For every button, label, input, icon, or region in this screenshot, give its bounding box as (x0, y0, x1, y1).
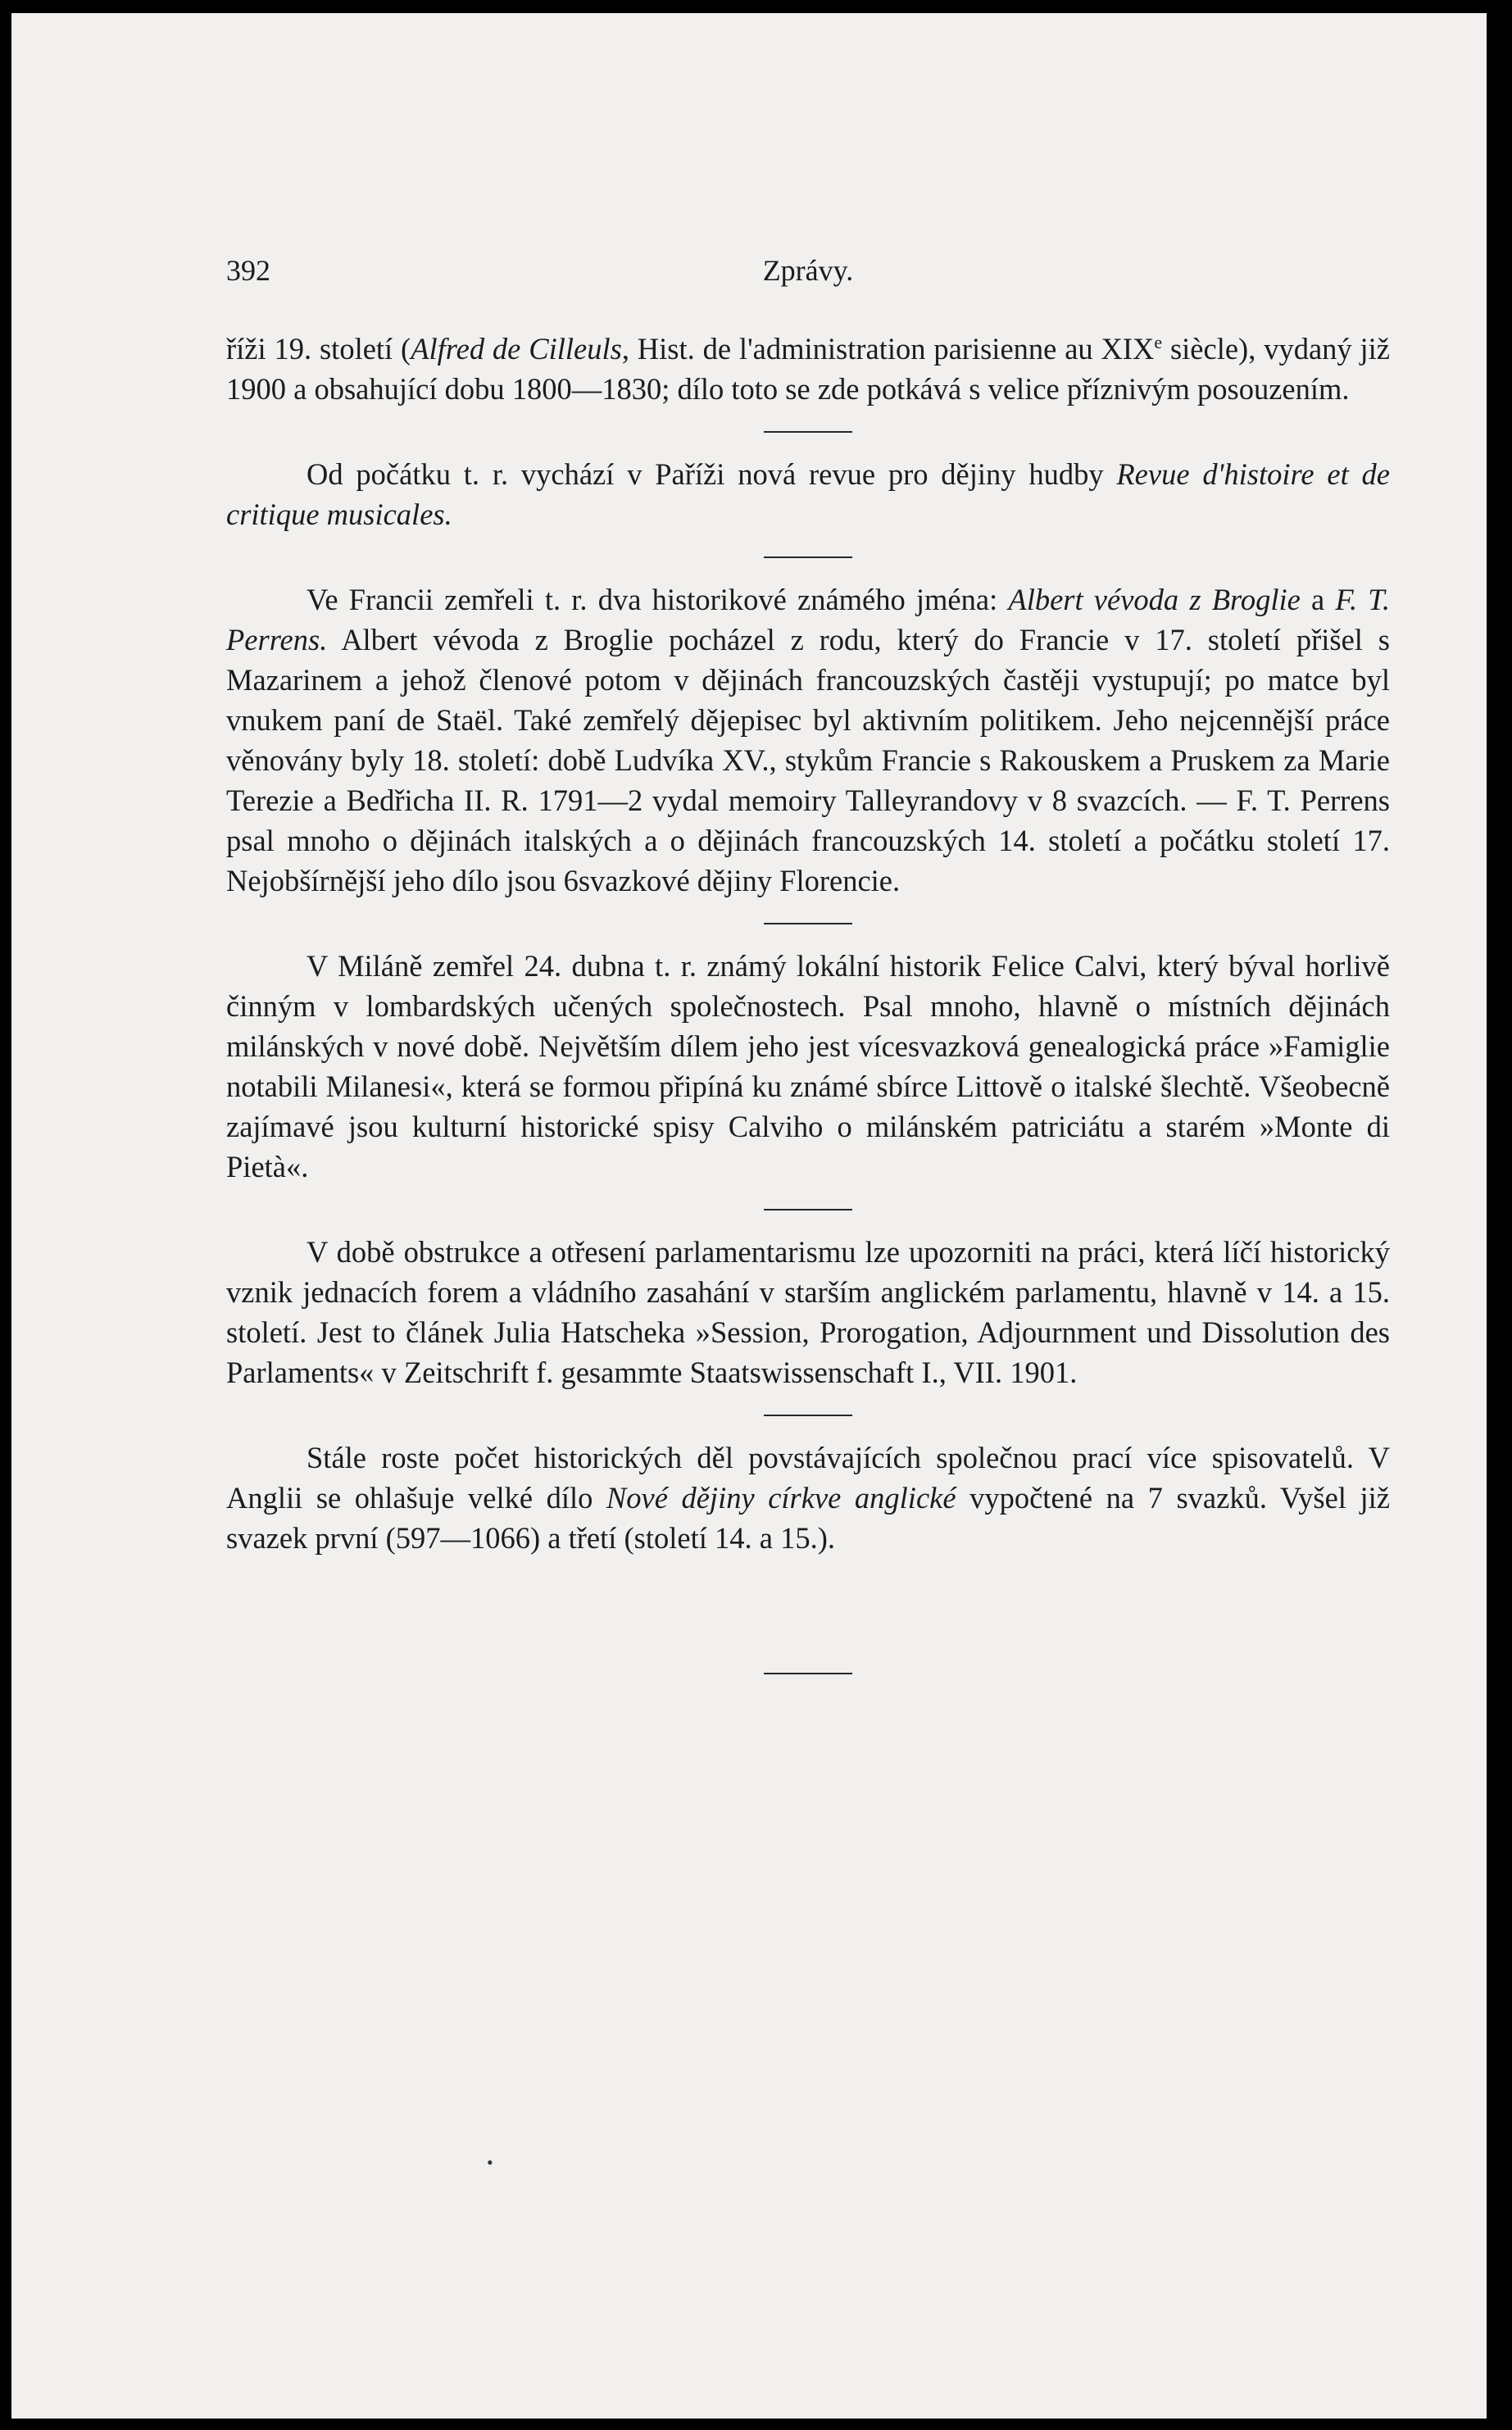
paragraph (226, 1438, 1390, 1558)
section-divider (764, 1415, 852, 1416)
end-divider (764, 1673, 852, 1674)
paragraph (226, 329, 1390, 409)
section-divider (764, 431, 852, 433)
text-run: Albert vévoda z Broglie pocházel z rodu, který do Francie v 17. století přišel s Mazarinem a jehož členové potom v dějinách francouzských častěji vystupují; po matce byl vnukem paní de Staël. Také zemřelý dějepisec byl aktivním politikem. Jeho nejcennější práce věnovány byly 18. století: době Ludvíka XV., stykům Francie s Rakouskem a Pruskem za Marie Terezie a Bedřicha II. R. 1791—2 vydal memoiry Talleyrandovy v 8 svazcích. — F. T. Perrens psal mnoho o dějinách italských a o dějinách francouzských 14. století a počátku století 17. Nejobšírnější jeho dílo jsou 6svazkové dějiny Florencie. (226, 623, 1390, 897)
page-header (226, 253, 1390, 294)
running-title: Zprávy. (762, 254, 854, 287)
text-run: siècle), vydaný již 1900 a obsahující dobu 1800—1830; dílo toto se zde potkává s velice příznivým posouzením. (226, 332, 1390, 406)
section-divider (764, 923, 852, 924)
italic-text: Revue d'histoire et de critique musicales. (226, 457, 1390, 531)
italic-text: Albert vévoda z Broglie (1008, 583, 1301, 616)
italic-text: Alfred de Cilleuls (411, 332, 622, 366)
paragraph (226, 1232, 1390, 1392)
paragraph (226, 946, 1390, 1187)
print-speck: • (487, 2152, 493, 2173)
paragraph (226, 454, 1390, 534)
text-run: V Miláně zemřel 24. dubna t. r. známý lokální historik Felice Calvi, který býval horlivě činným v lombardských učených společnostech. Psal mnoho, hlavně o místních dějinách milánských v nové době. Největším dílem jeho jest vícesvazková genealogická práce »Famiglie notabili Milanesi«, která se formou připíná ku známé sbírce Littově o italské šlechtě. Všeobecně zajímavé jsou kulturní historické spisy Calviho o milánském patriciátu a starém »Monte di Pietà«. (226, 949, 1390, 1183)
italic-text: Nové dějiny církve anglické (606, 1481, 956, 1515)
article-body (226, 329, 1390, 1696)
text-run: , Hist. de l'administration parisienne au XIX (621, 332, 1155, 366)
text-run: říži 19. století ( (226, 332, 411, 366)
page-number: 392 (226, 254, 270, 287)
section-divider (764, 1209, 852, 1210)
section-divider (764, 556, 852, 558)
paragraph (226, 579, 1390, 901)
text-run: vypočtené na 7 svazků. Vyšel již svazek první (597—1066) a třetí (století 14. a 15.). (226, 1481, 1390, 1555)
text-run: a (1300, 583, 1336, 616)
text-run: Stále roste počet historických děl povstávajících společnou prací více spisovatelů. V Anglii se ohlašuje velké dílo (226, 1441, 1390, 1515)
text-run: Od počátku t. r. vychází v Paříži nová revue pro dějiny hudby (306, 457, 1117, 491)
superscript-text: e (1154, 331, 1163, 352)
book-page (11, 13, 1487, 2419)
italic-text: F. T. Perrens. (226, 583, 1390, 656)
text-run: V době obstrukce a otřesení parlamentarismu lze upozorniti na práci, která líčí historický vznik jednacích forem a vládního zasahání v starším anglickém parlamentu, hlavně v 14. a 15. století. Jest to článek Julia Hatscheka »Session, Prorogation, Adjournment und Dissolution des Parlaments« v Zeitschrift f. gesammte Staatswissenschaft I., VII. 1901. (226, 1235, 1390, 1389)
text-run: Ve Francii zemřeli t. r. dva historikové známého jména: (306, 583, 1009, 616)
